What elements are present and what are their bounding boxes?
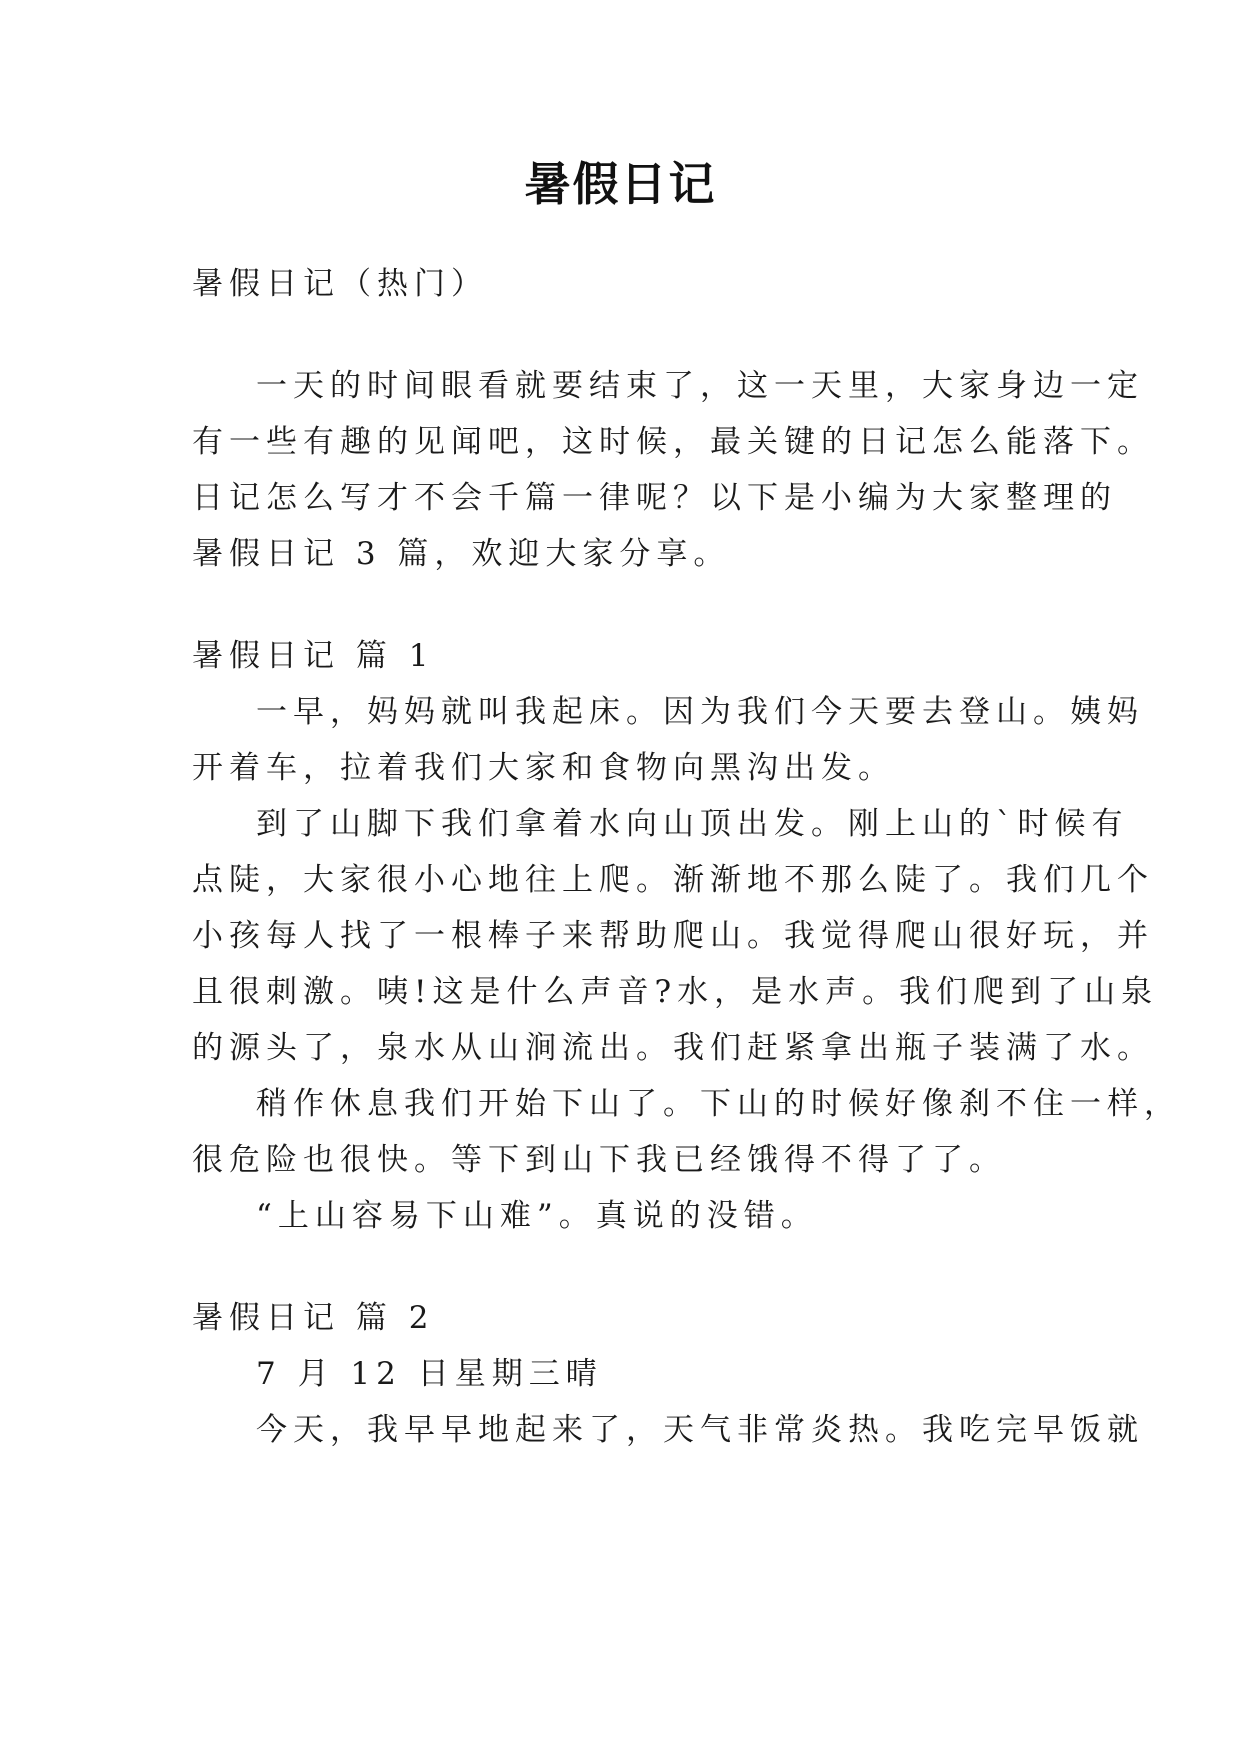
paragraph-line: 且很刺激。咦!这是什么声音?水，是水声。我们爬到了山泉 — [192, 974, 1159, 1010]
intro-line: 一天的时间眼看就要结束了，这一天里，大家身边一定 — [256, 368, 1144, 404]
document-title: 暑假日记 — [524, 157, 717, 211]
paragraph-line: “上山容易下山难”。真说的没错。 — [256, 1198, 818, 1234]
intro-line: 日记怎么写才不会千篇一律呢？以下是小编为大家整理的 — [192, 480, 1117, 516]
section-heading: 暑假日记 篇 1 — [192, 638, 435, 674]
section-heading: 暑假日记 篇 2 — [192, 1300, 435, 1336]
paragraph-line: 小孩每人找了一根棒子来帮助爬山。我觉得爬山很好玩，并 — [192, 918, 1154, 954]
paragraph-line: 的源头了，泉水从山涧流出。我们赶紧拿出瓶子装满了水。 — [192, 1030, 1154, 1066]
paragraph-line: 今天，我早早地起来了，天气非常炎热。我吃完早饭就 — [256, 1412, 1144, 1448]
paragraph-line: 稍作休息我们开始下山了。下山的时候好像刹不住一样， — [256, 1086, 1181, 1122]
paragraph-line: 一早，妈妈就叫我起床。因为我们今天要去登山。姨妈 — [256, 694, 1144, 730]
paragraph-line: 7 月 12 日星期三晴 — [256, 1356, 603, 1392]
paragraph-line: 很危险也很快。等下到山下我已经饿得不得了了。 — [192, 1142, 1006, 1178]
intro-line: 有一些有趣的见闻吧，这时候，最关键的日记怎么能落下。 — [192, 424, 1154, 460]
intro-line: 暑假日记 3 篇，欢迎大家分享。 — [192, 536, 731, 572]
paragraph-line: 点陡，大家很小心地往上爬。渐渐地不那么陡了。我们几个 — [192, 862, 1154, 898]
paragraph-line: 到了山脚下我们拿着水向山顶出发。刚上山的`时候有 — [256, 806, 1129, 842]
subtitle: 暑假日记（热门） — [192, 266, 488, 302]
paragraph-line: 开着车，拉着我们大家和食物向黑沟出发。 — [192, 750, 895, 786]
